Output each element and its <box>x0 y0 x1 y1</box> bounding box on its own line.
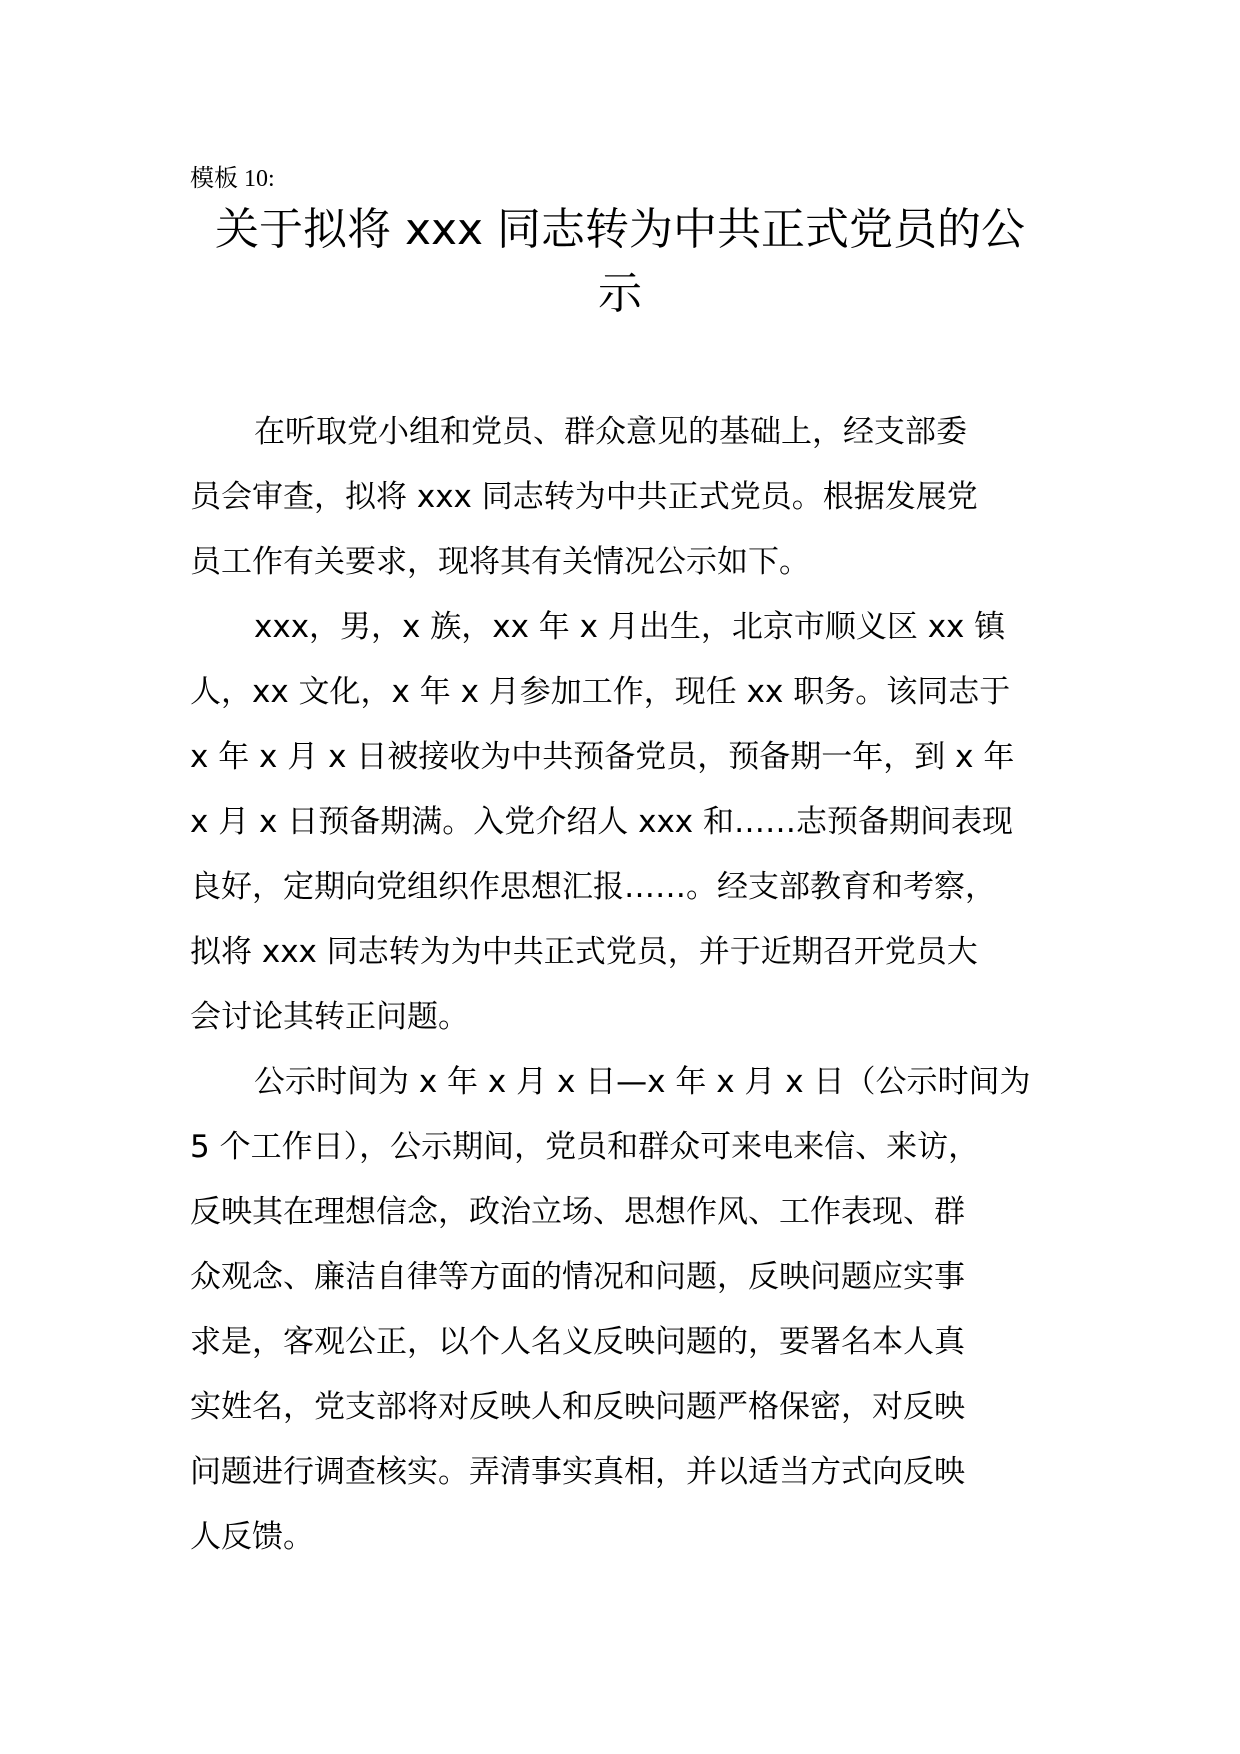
text-line: x 年 x 月 x 日被接收为中共预备党员，预备期一年，到 x 年 <box>190 739 1015 775</box>
text-line: 会讨论其转正问题。 <box>190 999 469 1035</box>
text-line: 5 个工作日），公示期间，党员和群众可来电来信、来访， <box>190 1129 980 1165</box>
text-line: x 月 x 日预备期满。入党介绍人 xxx 和……志预备期间表现 <box>190 804 1013 840</box>
paragraph-intro <box>190 400 1060 595</box>
text-line: 反映其在理想信念，政治立场、思想作风、工作表现、群 <box>190 1194 965 1230</box>
template-label: 模板 10: <box>190 166 275 192</box>
text-line: xxx，男，x 族，xx 年 x 月出生，北京市顺义区 xx 镇 <box>254 609 1006 645</box>
title-line: 关于拟将 xxx 同志转为中共正式党员的公 <box>214 204 1026 255</box>
title-line: 示 <box>598 268 642 319</box>
text-line: 拟将 xxx 同志转为为中共正式党员，并于近期召开党员大 <box>190 934 978 970</box>
text-line: 问题进行调查核实。弄清事实真相，并以适当方式向反映 <box>190 1454 965 1490</box>
paragraph-notice-period <box>190 1050 1060 1570</box>
document-title <box>190 198 1050 326</box>
paragraph-profile <box>190 595 1060 1050</box>
text-line: 公示时间为 x 年 x 月 x 日—x 年 x 月 x 日（公示时间为 <box>254 1064 1031 1100</box>
text-line: 人反馈。 <box>190 1519 314 1555</box>
text-line: 良好，定期向党组织作思想汇报……。经支部教育和考察， <box>190 869 996 905</box>
text-line: 求是，客观公正，以个人名义反映问题的，要署名本人真 <box>190 1324 965 1360</box>
text-line: 员会审查，拟将 xxx 同志转为中共正式党员。根据发展党 <box>190 479 978 515</box>
text-line: 众观念、廉洁自律等方面的情况和问题，反映问题应实事 <box>190 1259 965 1295</box>
text-line: 人，xx 文化，x 年 x 月参加工作，现任 xx 职务。该同志于 <box>190 674 1011 710</box>
text-line: 在听取党小组和党员、群众意见的基础上，经支部委 <box>254 414 967 450</box>
document-body <box>190 400 1060 1570</box>
text-line: 实姓名，党支部将对反映人和反映问题严格保密，对反映 <box>190 1389 965 1425</box>
text-line: 员工作有关要求，现将其有关情况公示如下。 <box>190 544 810 580</box>
